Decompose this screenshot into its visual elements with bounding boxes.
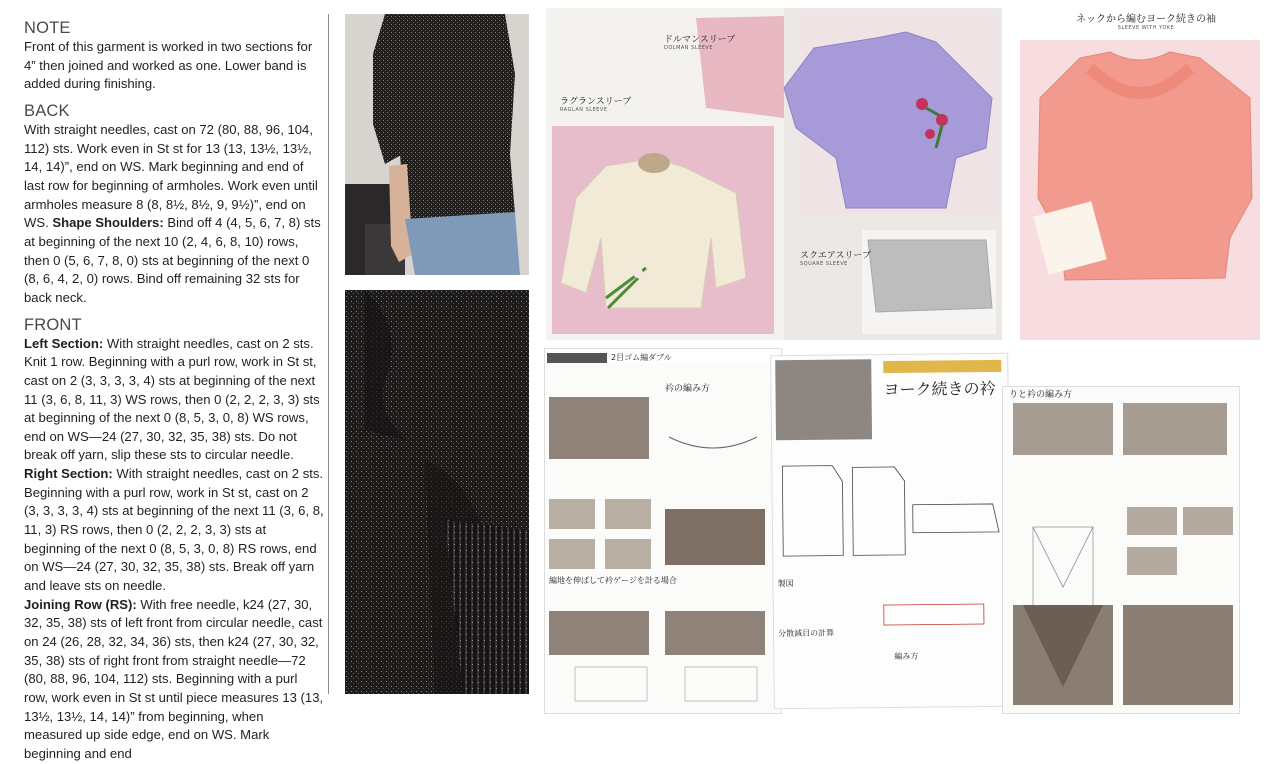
raglan-label-en: RAGLAN SLEEVE <box>560 107 608 113</box>
joining-row-text: With free needle, k24 (27, 30, 32, 35, 38) sts of left front from circular needle, cast on 24 (26, 28, 32, 34, 36) sts, then k24 (27, 30, 32, 35, 38) sts of right front from straight needle—72 (80, 88, 96, 104, 112) sts. Beginning with a purl row, work even in St st until piece measures 13 (13, 13½, 13½, 14, 14)” from beginning, when measured up side edge, end on WS. Mark beginning and end <box>24 596 324 761</box>
left-section-label: Left Section: <box>24 335 104 351</box>
magazine-sleeve-spread <box>546 8 1002 340</box>
magazine-cuff-collar-page <box>1002 386 1240 714</box>
yoke-title-jp: ネックから編むヨーク続きの袖 <box>1076 14 1216 25</box>
dolman-label-jp: ドルマンスリーブ <box>664 35 736 45</box>
magazine-rib-collar-page <box>544 348 782 714</box>
back-text <box>24 121 324 308</box>
left-section-text: With straight needles, cast on 2 sts. Knit 1 row. Beginning with a purl row, work in St st, cast on 2 (3, 3, 3, 3, 4) sts at beginning of the next 11 (3, 6, 8, 11, 3) WS rows, then 0 (2, 2, 2, 3, 3) sts at beginning of the next 0 (8, 5, 3, 0, 8) WS rows, end on WS—24 (27, 30, 32, 35, 38) sts. Do not break off yarn, slip these sts to circular needle. <box>24 335 320 463</box>
cuff-collar-heading: りと衿の編み方 <box>1009 390 1073 400</box>
yoke-title <box>1076 10 1216 31</box>
front-heading: FRONT <box>24 315 82 334</box>
dolman-label <box>664 32 735 51</box>
yoke-title-en: SLEEVE WITH YOKE <box>1117 25 1175 31</box>
yoke-collar-heading: ヨーク続きの衿 <box>883 378 996 400</box>
left-section <box>24 335 324 466</box>
dolman-label-en: DOLMAN SLEEVE <box>664 45 713 51</box>
how-to-knit-heading: 編み方 <box>894 651 919 661</box>
note-text: Front of this garment is worked in two sections for 4” then joined and worked as one. Lower band is added during finishing. <box>24 39 313 92</box>
column-divider <box>328 14 329 694</box>
right-section-label: Right Section: <box>24 466 113 482</box>
square-label-en: SQUARE SLEEVE <box>800 261 848 267</box>
square-label <box>800 248 871 267</box>
right-section <box>24 465 324 596</box>
decrease-calc-heading: 分散減目の計算 <box>778 628 835 639</box>
pattern-text-column <box>24 18 324 764</box>
drafting-heading: 製図 <box>777 579 794 589</box>
magazine-yoke-spread <box>1020 8 1260 340</box>
shape-shoulders-text: Bind off 4 (4, 5, 6, 7, 8) sts at beginning of the next 10 (2, 4, 6, 8, 10) rows, then 0 (5, 6, 7, 8, 0) sts at beginning of the next 0 (8, 6, 4, 2, 0) rows. Bind off remaining 32 sts for back neck. <box>24 215 321 305</box>
right-section-text: With straight needles, cast on 2 sts. Beginning with a purl row, work in St st, cast on 2 (3, 3, 3, 3, 4) sts at beginning of the next 11 (3, 6, 8, 11, 3) RS rows, then 0 (2, 2, 2, 3, 3) sts at beginning of the next 0 (8, 5, 3, 0, 8) RS rows, end on WS—24 (27, 30, 32, 35, 38) sts. Break off yarn and leave sts on needle. <box>24 466 324 594</box>
joining-row-label: Joining Row (RS): <box>24 596 137 612</box>
square-label-jp: スクエアスリーブ <box>800 251 872 261</box>
magazine-yoke-collar-page <box>770 353 1012 709</box>
sleeve-closeup-photo <box>345 290 529 694</box>
raglan-label <box>560 94 631 113</box>
sweater-model-photo <box>345 14 529 275</box>
chapter-label: 2目ゴム編ダブル <box>611 353 672 362</box>
raglan-label-jp: ラグランスリーブ <box>560 97 632 107</box>
collar-method-heading: 衿の編み方 <box>665 384 711 394</box>
shape-shoulders-label: Shape Shoulders: <box>52 215 164 231</box>
back-body: With straight needles, cast on 72 (80, 88, 96, 104, 112) sts. Work even in St st for 13 (13, 13½, 13½, 14, 14)”, end on WS. Mark beginning and end of last row for beginning of armholes. Work even until armholes measure 8 (8, 8½, 8½, 9, 9½)”, end on WS. <box>24 121 318 231</box>
note-heading: NOTE <box>24 19 71 37</box>
back-heading: BACK <box>24 101 70 120</box>
joining-row <box>24 596 324 764</box>
gauge-caption: 編地を伸ばして衿ゲージを計る場合 <box>549 576 677 585</box>
